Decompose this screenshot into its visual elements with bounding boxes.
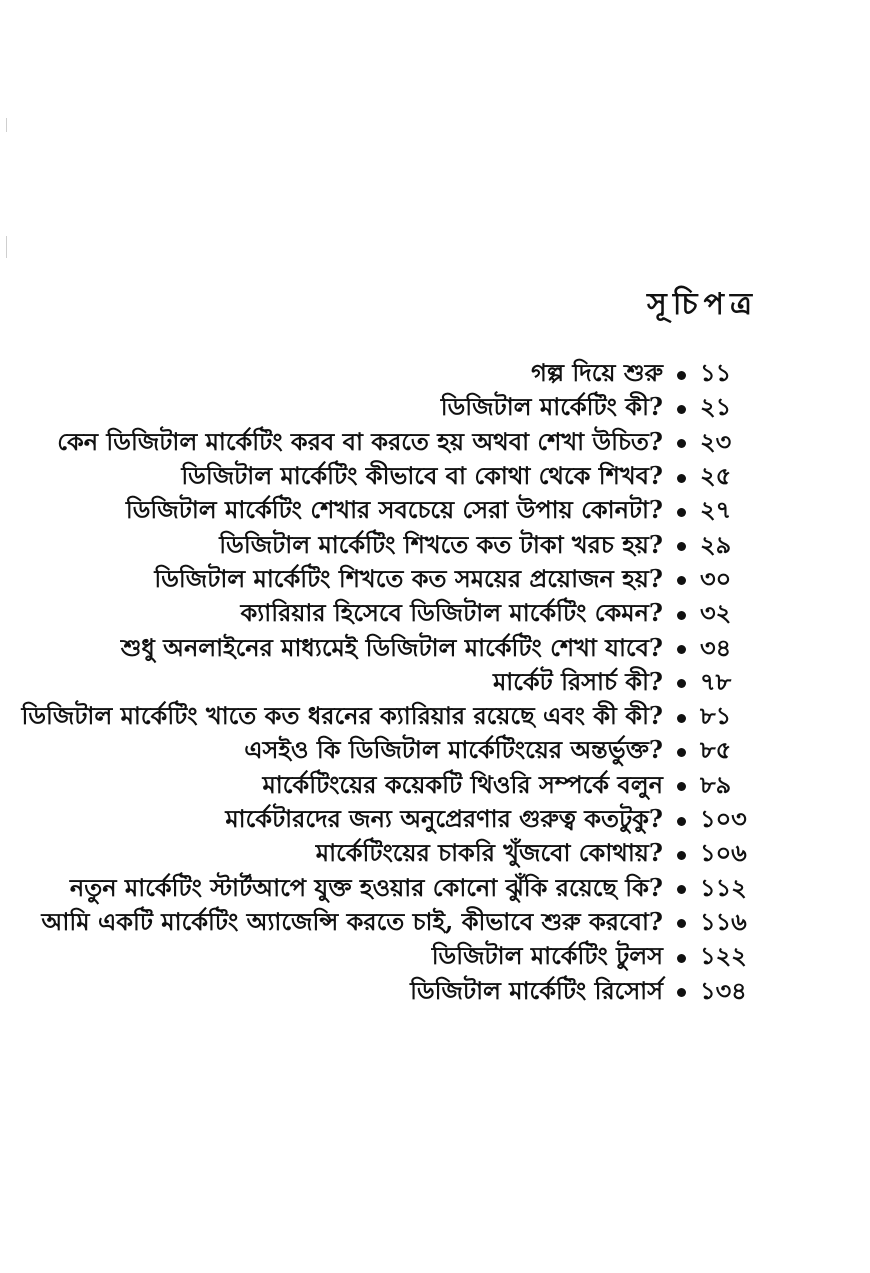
toc-entry bbox=[38, 770, 758, 804]
toc-entry-page: ১১ bbox=[700, 358, 732, 388]
toc-entry bbox=[38, 632, 758, 666]
toc-entry-page: ৮৯ bbox=[700, 769, 732, 799]
scan-edge-mark bbox=[6, 118, 7, 132]
bullet-icon bbox=[677, 439, 686, 448]
bullet-icon bbox=[677, 576, 686, 585]
toc-entry-page: ২৭ bbox=[700, 495, 732, 525]
bullet-icon bbox=[677, 748, 686, 757]
toc-entry-title: ডিজিটাল মার্কেটিং শিখতে কত সময়ের প্রয়োজন হয়? bbox=[154, 563, 663, 593]
bullet-icon bbox=[677, 645, 686, 654]
toc-entry-title: মার্কেটারদের জন্য অনুপ্রেরণার গুরুত্ব কতটুকু? bbox=[225, 804, 663, 834]
toc-entry-title: গল্প দিয়ে শুরু bbox=[531, 358, 663, 388]
toc-entry-page: ৩২ bbox=[700, 598, 732, 628]
toc-entry bbox=[38, 564, 758, 598]
toc-entry-page: ৮৫ bbox=[700, 735, 732, 765]
toc-entry-page: ১০৬ bbox=[700, 838, 747, 868]
toc-entry-title: মার্কেটিংয়ের কয়েকটি থিওরি সম্পর্কে বলুন bbox=[262, 769, 663, 799]
toc-entry bbox=[38, 941, 758, 975]
bullet-icon bbox=[677, 371, 686, 380]
toc-entry-page: ১১৬ bbox=[700, 906, 747, 936]
bullet-icon bbox=[677, 919, 686, 928]
toc-entry-title: ডিজিটাল মার্কেটিং কীভাবে বা কোথা থেকে শিখব? bbox=[181, 461, 663, 491]
toc-entry-title: মার্কেট রিসার্চ কী? bbox=[492, 666, 663, 696]
bullet-icon bbox=[677, 542, 686, 551]
bullet-icon bbox=[677, 679, 686, 688]
bullet-icon bbox=[677, 714, 686, 723]
toc-entry-page: ২৩ bbox=[700, 426, 732, 456]
toc-entry-title: এসইও কি ডিজিটাল মার্কেটিংয়ের অন্তর্ভুক্ত? bbox=[244, 735, 663, 765]
toc-entry-title: ক্যারিয়ার হিসেবে ডিজিটাল মার্কেটিং কেমন? bbox=[240, 598, 663, 628]
toc-entry-title: ডিজিটাল মার্কেটিং শিখতে কত টাকা খরচ হয়? bbox=[219, 529, 663, 559]
bullet-icon bbox=[677, 988, 686, 997]
toc-entry-page: ১০৩ bbox=[700, 804, 747, 834]
toc-entry-page: ১১২ bbox=[700, 872, 747, 902]
bullet-icon bbox=[677, 508, 686, 517]
toc-entry bbox=[38, 667, 758, 701]
toc-entry-page: ১২২ bbox=[700, 941, 747, 971]
bullet-icon bbox=[677, 474, 686, 483]
bullet-icon bbox=[677, 782, 686, 791]
toc-entry-page: ৮১ bbox=[700, 701, 732, 731]
toc-entry-title: ডিজিটাল মার্কেটিং রিসোর্স bbox=[410, 975, 663, 1005]
toc-entry bbox=[38, 838, 758, 872]
toc-entry-page: ২১ bbox=[700, 392, 732, 422]
toc-entry bbox=[38, 907, 758, 941]
scan-edge-mark bbox=[6, 236, 7, 258]
toc-entry-title: নতুন মার্কেটিং স্টার্টআপে যুক্ত হওয়ার কোনো ঝুঁকি রয়েছে কি? bbox=[69, 872, 663, 902]
toc-entry bbox=[38, 872, 758, 906]
toc-entry-title: কেন ডিজিটাল মার্কেটিং করব বা করতে হয় অথবা শেখা উচিত? bbox=[57, 426, 663, 456]
toc-entry-page: ৩৪ bbox=[700, 632, 732, 662]
bullet-icon bbox=[677, 405, 686, 414]
toc-entry-title: আমি একটি মার্কেটিং অ্যাজেন্সি করতে চাই, কীভাবে শুরু করবো? bbox=[41, 906, 663, 936]
toc-entry-page: ৭৮ bbox=[700, 666, 732, 696]
toc-entry-title: ডিজিটাল মার্কেটিং শেখার সবচেয়ে সেরা উপায় কোনটা? bbox=[125, 495, 663, 525]
toc-entry-page: ৩০ bbox=[700, 563, 732, 593]
bullet-icon bbox=[677, 954, 686, 963]
toc-entry-title: ডিজিটাল মার্কেটিং খাতে কত ধরনের ক্যারিয়ার রয়েছে এবং কী কী? bbox=[21, 701, 663, 731]
toc-entry bbox=[38, 427, 758, 461]
toc-entry-page: ২৯ bbox=[700, 529, 732, 559]
toc-entry-title: শুধু অনলাইনের মাধ্যমেই ডিজিটাল মার্কেটিং শেখা যাবে? bbox=[120, 632, 663, 662]
toc-entry bbox=[21, 701, 758, 735]
toc-entry bbox=[38, 975, 758, 1009]
toc-entry bbox=[38, 495, 758, 529]
toc-entry-page: ২৫ bbox=[700, 461, 732, 491]
toc-entry bbox=[38, 598, 758, 632]
page-title: সূচিপত্র bbox=[647, 287, 758, 322]
toc-entry bbox=[38, 461, 758, 495]
toc-entry bbox=[38, 529, 758, 563]
bullet-icon bbox=[677, 851, 686, 860]
toc-entry bbox=[38, 735, 758, 769]
table-of-contents bbox=[21, 358, 758, 1010]
toc-entry-title: ডিজিটাল মার্কেটিং কী? bbox=[440, 392, 663, 422]
bullet-icon bbox=[677, 817, 686, 826]
bullet-icon bbox=[677, 611, 686, 620]
toc-entry bbox=[38, 804, 758, 838]
toc-entry-title: মার্কেটিংয়ের চাকরি খুঁজবো কোথায়? bbox=[315, 838, 663, 868]
bullet-icon bbox=[677, 885, 686, 894]
toc-entry-page: ১৩৪ bbox=[700, 975, 747, 1005]
toc-entry bbox=[38, 358, 758, 392]
toc-entry bbox=[38, 392, 758, 426]
toc-entry-title: ডিজিটাল মার্কেটিং টুলস bbox=[431, 941, 663, 971]
